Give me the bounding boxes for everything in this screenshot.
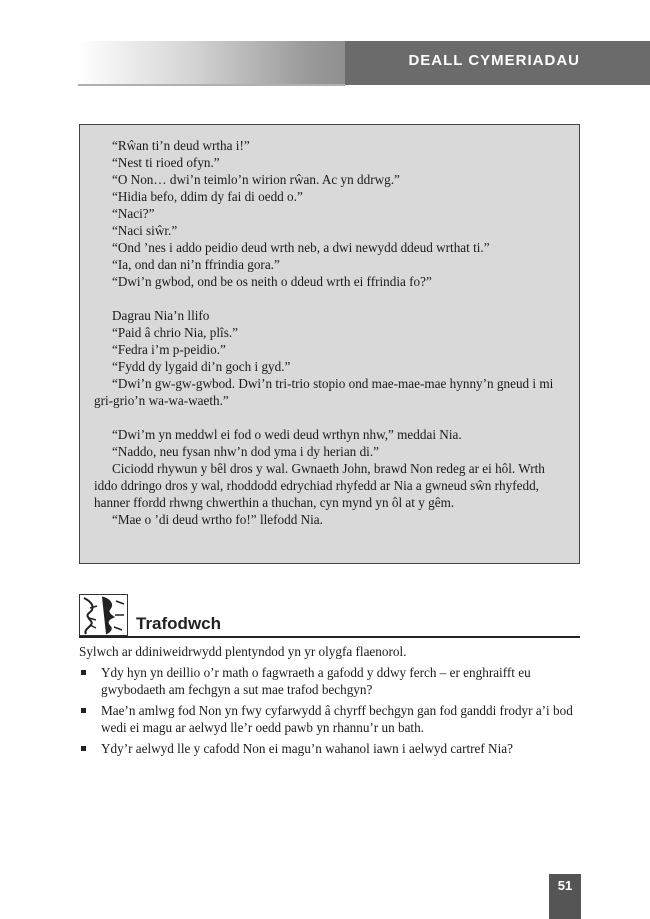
story-line: “Rŵan ti’n deud wrtha i!” [112, 138, 250, 153]
discuss-body [79, 643, 579, 761]
two-faces-icon-graphic [80, 595, 127, 635]
story-line: “Mae o ’di deud wrtho fo!” llefodd Nia. [112, 512, 323, 527]
story-line: “Naci?” [112, 206, 155, 221]
list-item-text: Ydy’r aelwyd lle y cafodd Non ei magu’n wahanol iawn i aelwyd cartref Nia? [101, 741, 513, 756]
story-line: “Paid â chrio Nia, plîs.” [112, 325, 238, 340]
story-line: Ciciodd rhywun y bêl dros y wal. Gwnaeth John, brawd Non redeg ar ei hôl. Wrth iddo ddringo dros y wal, rhoddodd edrychiad rhyfedd ar Nia a gwneud sŵn rhyfedd, hanner ffordd rhwng chwerthin a thuchan, cyn mynd yn ôl at y gêm. [94, 461, 545, 510]
discuss-rule [79, 636, 580, 638]
story-line: “Fedra i’m p-peidio.” [112, 342, 226, 357]
story-line: “Fydd dy lygaid di’n goch i gyd.” [112, 359, 291, 374]
discuss-heading: Trafodwch [136, 614, 222, 633]
story-line: Dagrau Nia’n llifo [112, 308, 210, 323]
story-line: “Naci siŵr.” [112, 223, 178, 238]
two-faces-icon [79, 594, 128, 636]
bullet-square-icon [81, 746, 86, 751]
list-item-text: Ydy hyn yn deillio o’r math o fagwraeth a gafodd y ddwy ferch – er enghraifft eu gwybodaeth am fechgyn a sut mae trafod bechgyn? [101, 665, 531, 697]
paragraph-gap [94, 290, 565, 307]
paragraph-gap [94, 409, 565, 426]
section-title: DEALL CYMERIADAU [408, 52, 580, 69]
story-line: “Dwi’m yn meddwl ei fod o wedi deud wrthyn nhw,” meddai Nia. [112, 427, 462, 442]
story-line: “Dwi’n gwbod, ond be os neith o ddeud wrth ei ffrindia fo?” [112, 274, 432, 289]
list-item [79, 702, 579, 736]
story-line: “O Non… dwi’n teimlo’n wirion rŵan. Ac yn ddrwg.” [112, 172, 400, 187]
story-line: “Hidia befo, ddim dy fai di oedd o.” [112, 189, 303, 204]
list-item-text: Mae’n amlwg fod Non yn fwy cyfarwydd â chyrff bechgyn gan fod ganddi frodyr a’i bod wedi ei magu ar aelwyd lle’r oedd pawb yn rhannu’r un bath. [101, 703, 573, 735]
story-line: “Ia, ond dan ni’n ffrindia gora.” [112, 257, 280, 272]
story-line: “Dwi’n gw-gw-gwbod. Dwi’n tri-trio stopio ond mae-mae-mae hynny’n gneud i mi gri-grio’n wa-wa-waeth.” [94, 376, 554, 408]
discuss-intro: Sylwch ar ddiniweidrwydd plentyndod yn yr olygfa flaenorol. [79, 644, 407, 659]
bullet-square-icon [81, 670, 86, 675]
page-number: 51 [549, 874, 581, 919]
list-item [79, 740, 579, 757]
header-underline [78, 84, 345, 86]
list-item [79, 664, 579, 698]
discuss-list [79, 664, 579, 757]
bullet-square-icon [81, 708, 86, 713]
story-excerpt-box [79, 124, 580, 564]
story-line: “Ond ’nes i addo peidio deud wrth neb, a dwi newydd ddeud wrthat ti.” [112, 240, 490, 255]
story-line: “Naddo, neu fysan nhw’n dod yma i dy herian di.” [112, 444, 379, 459]
story-line: “Nest ti rioed ofyn.” [112, 155, 220, 170]
